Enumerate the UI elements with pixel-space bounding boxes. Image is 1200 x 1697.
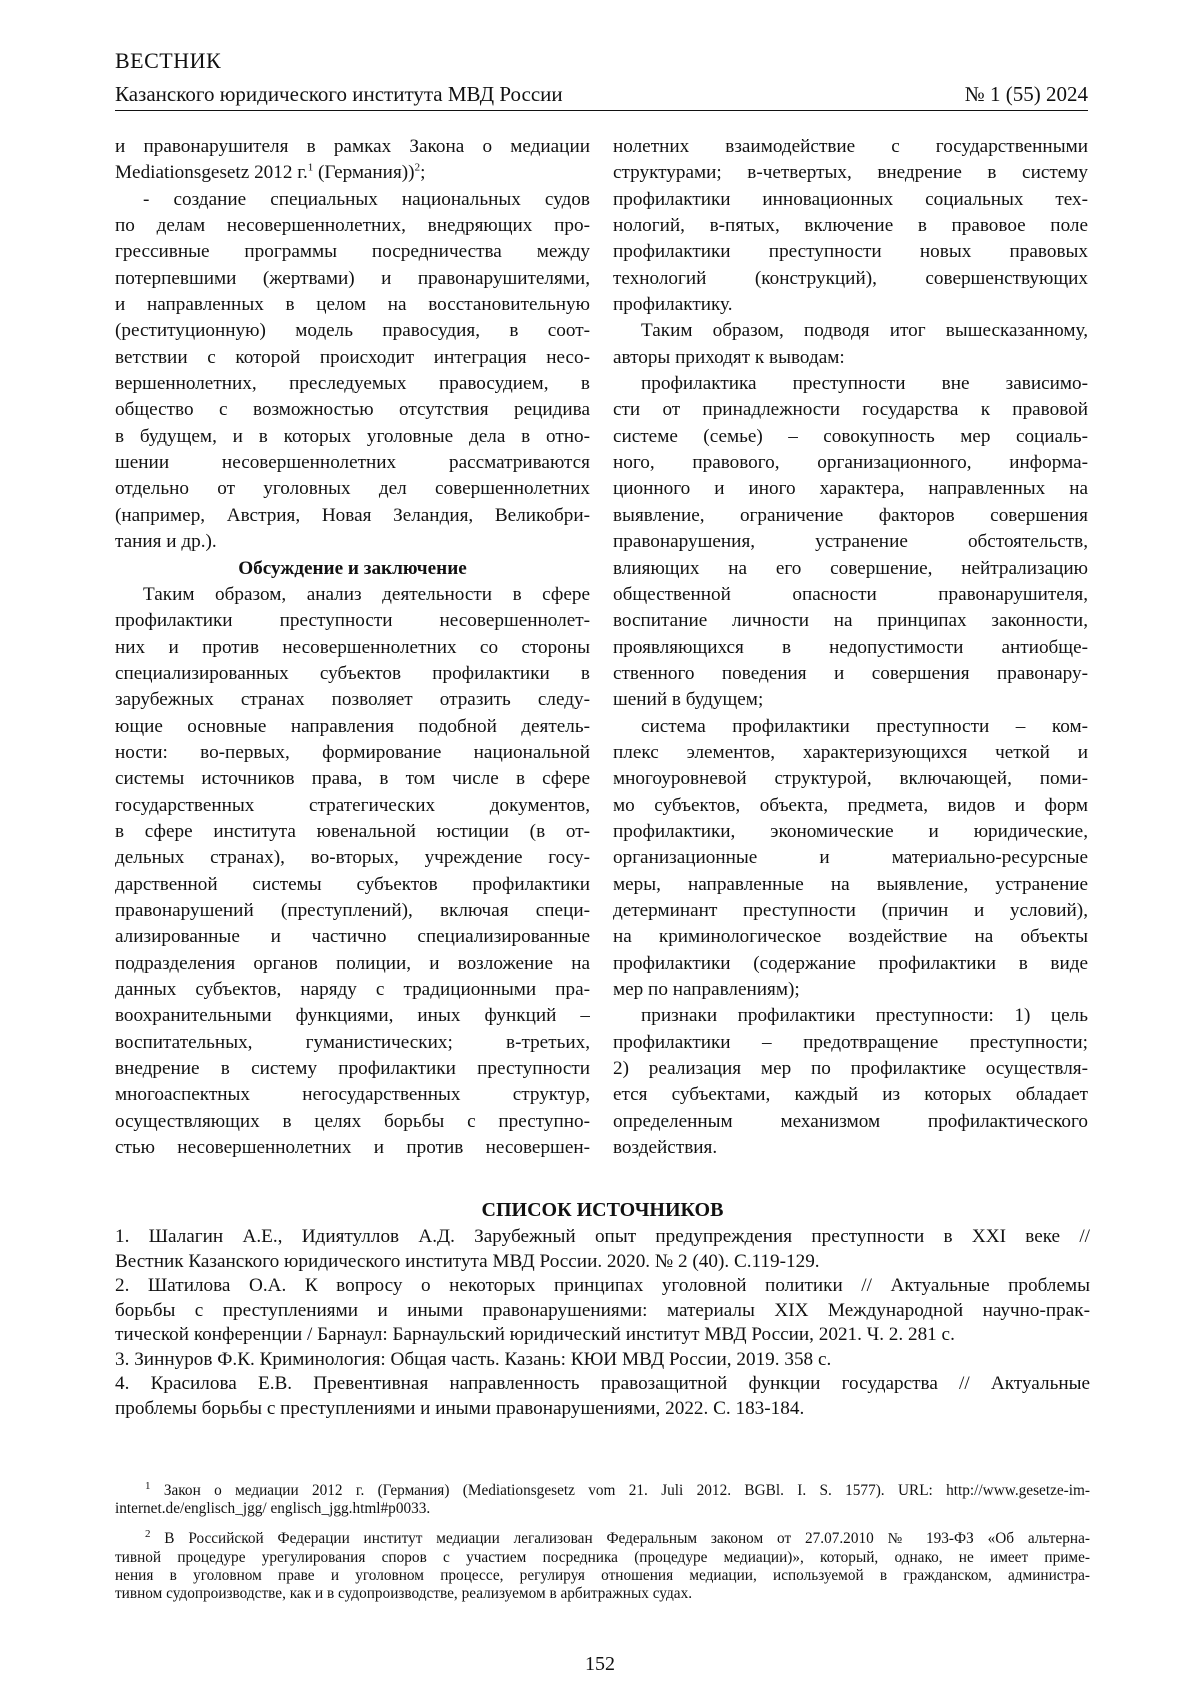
reference-line: 2. Шатилова О.А. К вопросу о некоторых принципах уголовной политики // Актуальные проблемы: [115, 1274, 1090, 1299]
references-section: [115, 1197, 1090, 1421]
text-line: по делам несовершеннолетних, внедряющих про-: [115, 213, 590, 239]
reference-line: 1. Шалагин А.Е., Идиятуллов А.Д. Зарубежный опыт предупреждения преступности в XXI веке //: [115, 1225, 1090, 1250]
text-line: профилактики (содержание профилактики в виде: [613, 951, 1088, 977]
reference-line: тической конференции / Барнаул: Барнаульский юридический институт МВД России, 2021. Ч. 2. 281 с.: [115, 1323, 1090, 1348]
text-line: структурами; в-четвертых, внедрение в систему: [613, 160, 1088, 186]
text-line: профилактики преступности несовершеннолет-: [115, 608, 590, 634]
text-line: (например, Австрия, Новая Зеландия, Великобри-: [115, 503, 590, 529]
reference-line: Вестник Казанского юридического института МВД России. 2020. № 2 (40). С.119-129.: [115, 1250, 1090, 1275]
text-line: тания и др.).: [115, 529, 590, 555]
text-line: ственного поведения и совершения правонару-: [613, 661, 1088, 687]
text-line: правонарушения, устранение обстоятельств,: [613, 529, 1088, 555]
text-line: шений в будущем;: [613, 687, 1088, 713]
footnote-marker: 1: [145, 1482, 151, 1492]
text-line: дарственной системы субъектов профилактики: [115, 872, 590, 898]
text-line: технологий (конструкций), совершенствующих: [613, 266, 1088, 292]
text-line: признаки профилактики преступности: 1) цель: [613, 1003, 1088, 1029]
text-line: осуществляющих в целях борьбы с преступно-: [115, 1109, 590, 1135]
text-line: системы источников права, в том числе в сфере: [115, 766, 590, 792]
text-line: внедрение в систему профилактики преступности: [115, 1056, 590, 1082]
footnote-line: 2 В Российской Федерации институт медиации легализован Федеральным законом от 27.07.2010 № 193-ФЗ «Об альтерна-: [115, 1530, 1090, 1548]
text-line: отдельно от уголовных дел совершеннолетних: [115, 476, 590, 502]
page-number: 152: [0, 1652, 1200, 1676]
text-line: системе (семье) – совокупность мер социаль-: [613, 424, 1088, 450]
text-line: воспитательных, гуманистических; в-третьих,: [115, 1030, 590, 1056]
text-line: профилактику.: [613, 292, 1088, 318]
text-line: детерминант преступности (причин и условий),: [613, 898, 1088, 924]
text-line: мо субъектов, объекта, предмета, видов и форм: [613, 793, 1088, 819]
issue-number: № 1 (55) 2024: [965, 81, 1088, 107]
footnote-marker: 2: [145, 1530, 151, 1540]
section-heading: Обсуждение и заключение: [115, 556, 590, 582]
text-line: нологий, в-пятых, включение в правовое поле: [613, 213, 1088, 239]
text-line: Таким образом, анализ деятельности в сфере: [115, 582, 590, 608]
text-line: 2) реализация мер по профилактике осуществля-: [613, 1056, 1088, 1082]
text-line: Таким образом, подводя итог вышесказанному,: [613, 318, 1088, 344]
text-line: профилактика преступности вне зависимо-: [613, 371, 1088, 397]
text-line: вершеннолетних, преследуемых правосудием, в: [115, 371, 590, 397]
text-line: ности: во-первых, формирование национальной: [115, 740, 590, 766]
text-line: подразделения органов полиции, и возложение на: [115, 951, 590, 977]
text-line: и направленных в целом на восстановительную: [115, 292, 590, 318]
reference-line: проблемы борьбы с преступлениями и иными правонарушениями, 2022. С. 183-184.: [115, 1397, 1090, 1422]
text-line: правонарушений (преступлений), включая специ-: [115, 898, 590, 924]
text-line: потерпевшими (жертвами) и правонарушителями,: [115, 266, 590, 292]
text-line: нолетних взаимодействие с государственными: [613, 134, 1088, 160]
reference-line: 4. Красилова Е.В. Превентивная направленность правозащитной функции государства // Актуальные: [115, 1372, 1090, 1397]
text-line: профилактики преступности новых правовых: [613, 239, 1088, 265]
text-line: стью несовершеннолетних и против несовершен-: [115, 1135, 590, 1161]
footnote-ref[interactable]: 2: [415, 162, 421, 174]
footnote-line: internet.de/englisch_jgg/ englisch_jgg.html#p0033.: [115, 1500, 1090, 1518]
text-line: воспитание личности на принципах законности,: [613, 608, 1088, 634]
text-line: мер по направлениям);: [613, 977, 1088, 1003]
journal-title: ВЕСТНИК: [115, 48, 221, 74]
left-column: [115, 134, 590, 1161]
text-line: них и против несовершеннолетних со стороны: [115, 635, 590, 661]
text-line: и правонарушителя в рамках Закона о медиации: [115, 134, 590, 160]
text-line: воздействия.: [613, 1135, 1088, 1161]
footnote-line: нения в уголовном праве и уголовном процессе, регулируя отношения медиации, используемой в гражданском, администра-: [115, 1567, 1090, 1585]
reference-line: борьбы с преступлениями и иными правонарушениями: материалы XIX Международной научно-прак-: [115, 1299, 1090, 1324]
text-line: - создание специальных национальных судов: [115, 187, 590, 213]
footnotes: [115, 1482, 1090, 1603]
text-line: выявление, ограничение факторов совершения: [613, 503, 1088, 529]
text-line: влияющих на его совершение, нейтрализацию: [613, 556, 1088, 582]
text-line: организационные и материально-ресурсные: [613, 845, 1088, 871]
text-line: ющие основные направления подобной деятель-: [115, 714, 590, 740]
footnote-line: 1 Закон о медиации 2012 г. (Германия) (Mediationsgesetz vom 21. Juli 2012. BGBl. I. S. 1577). URL: http://www.gesetze-im-: [115, 1482, 1090, 1500]
footnote-line: тивной процедуре урегулирования споров с участием посредника (процедуре медиации)», который, однако, не имеет приме-: [115, 1549, 1090, 1567]
text-line: ционного и иного характера, направленных на: [613, 476, 1088, 502]
text-line: ется субъектами, каждый из которых обладает: [613, 1082, 1088, 1108]
text-line: в сфере института ювенальной юстиции (в от-: [115, 819, 590, 845]
text-line: данных субъектов, наряду с традиционными пра-: [115, 977, 590, 1003]
text-line: ветствии с которой происходит интеграция несо-: [115, 345, 590, 371]
text-line: шении несовершеннолетних рассматриваются: [115, 450, 590, 476]
text-line: ализированные и частично специализированные: [115, 924, 590, 950]
text-line: специализированных субъектов профилактики в: [115, 661, 590, 687]
journal-subtitle: Казанского юридического института МВД России: [115, 81, 563, 107]
right-column: [613, 134, 1088, 1161]
text-line: плекс элементов, характеризующихся четкой и: [613, 740, 1088, 766]
text-line: профилактики, экономические и юридические,: [613, 819, 1088, 845]
reference-line: 3. Зиннуров Ф.К. Криминология: Общая часть. Казань: КЮИ МВД России, 2019. 358 с.: [115, 1348, 1090, 1373]
text-line: определенным механизмом профилактического: [613, 1109, 1088, 1135]
journal-page: [0, 0, 1200, 1697]
footnote-ref[interactable]: 1: [308, 162, 314, 174]
text-line: на криминологическое воздействие на объекты: [613, 924, 1088, 950]
text-line: многоуровневой структурой, включающей, поми-: [613, 766, 1088, 792]
footnote-line: тивном судопроизводстве, как и в судопроизводстве, реализуемом в арбитражных судах.: [115, 1585, 1090, 1603]
text-line: государственных стратегических документов,: [115, 793, 590, 819]
text-line: (реституционную) модель правосудия, в соот-: [115, 318, 590, 344]
text-line: дельных странах), во-вторых, учреждение госу-: [115, 845, 590, 871]
text-line: проявляющихся в недопустимости антиобще-: [613, 635, 1088, 661]
text-line: в будущем, и в которых уголовные дела в отно-: [115, 424, 590, 450]
text-line: общество с возможностью отсутствия рецидива: [115, 397, 590, 423]
text-line: профилактики инновационных социальных тех-: [613, 187, 1088, 213]
text-line: сти от принадлежности государства к правовой: [613, 397, 1088, 423]
text-line: меры, направленные на выявление, устранение: [613, 872, 1088, 898]
references-heading: СПИСОК ИСТОЧНИКОВ: [115, 1197, 1090, 1223]
text-line: многоаспектных негосударственных структур,: [115, 1082, 590, 1108]
text-line: зарубежных странах позволяет отразить следу-: [115, 687, 590, 713]
text-line: Mediationsgesetz 2012 г.1 (Германия))2;: [115, 160, 590, 186]
text-line: ного, правового, организационного, информа-: [613, 450, 1088, 476]
text-line: система профилактики преступности – ком-: [613, 714, 1088, 740]
text-line: грессивные программы посредничества между: [115, 239, 590, 265]
text-line: воохранительными функциями, иных функций –: [115, 1003, 590, 1029]
text-line: профилактики – предотвращение преступности;: [613, 1030, 1088, 1056]
header-divider: [115, 110, 1088, 111]
text-line: общественной опасности правонарушителя,: [613, 582, 1088, 608]
text-line: авторы приходят к выводам:: [613, 345, 1088, 371]
